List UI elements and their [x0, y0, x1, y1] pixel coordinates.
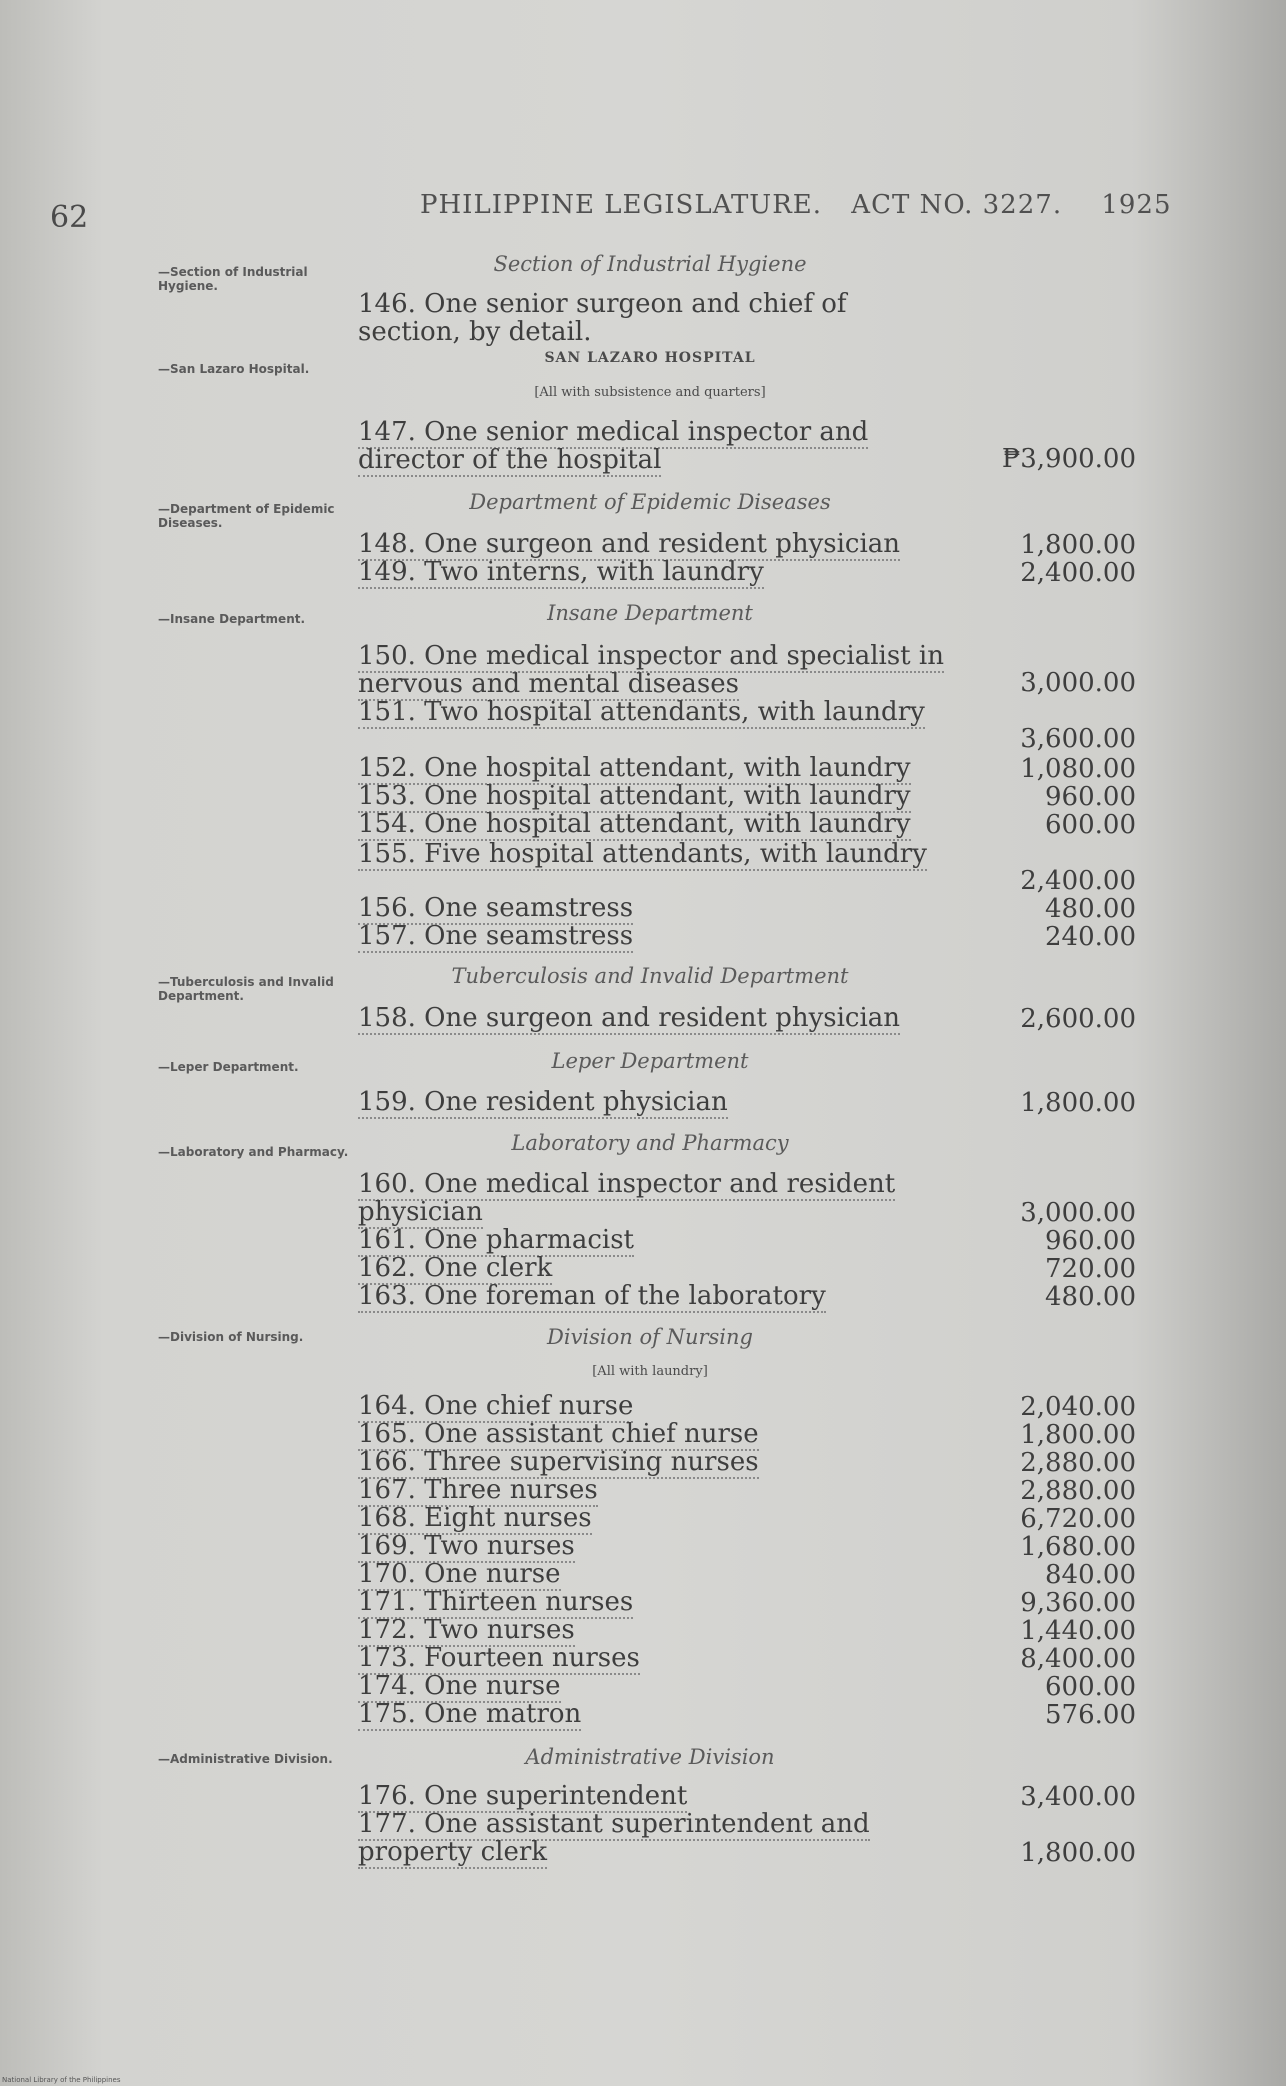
- item-text: 172. Two nurses: [358, 1615, 575, 1645]
- line-item: [358, 1700, 946, 1728]
- line-item: [358, 1476, 946, 1504]
- section-heading: Division of Nursing: [547, 1325, 753, 1349]
- line-item: [358, 698, 946, 726]
- line-item: [358, 1588, 946, 1616]
- item-amount: 9,360.00: [1020, 1588, 1136, 1618]
- item-text: 166. Three supervising nurses: [358, 1447, 759, 1477]
- line-item: [358, 1560, 946, 1588]
- line-item: [358, 1504, 946, 1532]
- line-item: [358, 1004, 946, 1032]
- item-amount: 2,400.00: [1020, 866, 1136, 896]
- item-text: 155. Five hospital attendants, with laundry: [358, 839, 927, 869]
- scan-footer: National Library of the Philippines: [2, 2076, 121, 2084]
- line-item: [358, 754, 946, 782]
- item-text: 168. Eight nurses: [358, 1503, 592, 1533]
- section-heading: Insane Department: [547, 601, 753, 625]
- item-amount: 2,040.00: [1020, 1392, 1136, 1422]
- item-text: 174. One nurse: [358, 1671, 561, 1701]
- line-item: [358, 1226, 946, 1254]
- item-amount: 2,880.00: [1020, 1448, 1136, 1478]
- line-item: [358, 642, 946, 698]
- item-text: 167. Three nurses: [358, 1475, 598, 1505]
- item-text: 154. One hospital attendant, with laundry: [358, 809, 911, 839]
- item-amount: 576.00: [1045, 1700, 1136, 1730]
- running-head: [420, 190, 1172, 220]
- item-text: 173. Fourteen nurses: [358, 1643, 640, 1673]
- item-text: 158. One surgeon and resident physician: [358, 1003, 901, 1033]
- margin-note: —Insane Department.: [158, 612, 306, 626]
- line-item: [358, 840, 946, 868]
- section-heading: Administrative Division: [525, 1745, 775, 1769]
- line-item: [358, 558, 946, 586]
- item-amount: 960.00: [1045, 782, 1136, 812]
- line-item: [358, 1254, 946, 1282]
- item-amount: 1,800.00: [1020, 530, 1136, 560]
- item-text: 160. One medical inspector and resident physician: [358, 1169, 896, 1227]
- item-text: 146. One senior surgeon and chief of section, by detail.: [358, 289, 847, 347]
- act-number: ACT NO. 3227.: [851, 190, 1063, 220]
- item-text: 163. One foreman of the laboratory: [358, 1281, 826, 1311]
- item-text: 165. One assistant chief nurse: [358, 1419, 759, 1449]
- item-text: 176. One superintendent: [358, 1781, 688, 1811]
- item-text: 150. One medical inspector and specialist in nervous and mental diseases: [358, 641, 944, 699]
- item-text: 153. One hospital attendant, with laundry: [358, 781, 911, 811]
- page-number: 62: [50, 200, 89, 235]
- item-text: 151. Two hospital attendants, with laundry: [358, 697, 925, 727]
- line-item: [358, 782, 946, 810]
- item-amount: 600.00: [1045, 810, 1136, 840]
- section-note: [All with subsistence and quarters]: [534, 385, 766, 400]
- line-item: [358, 1448, 946, 1476]
- line-item: [358, 1782, 946, 1810]
- item-amount: 600.00: [1045, 1672, 1136, 1702]
- item-text: 175. One matron: [358, 1699, 582, 1729]
- section-heading: Department of Epidemic Diseases: [469, 490, 831, 514]
- line-item: [358, 922, 946, 950]
- item-amount: ₱3,900.00: [1001, 444, 1136, 474]
- item-amount: 1,800.00: [1020, 1420, 1136, 1450]
- section-heading: SAN LAZARO HOSPITAL: [544, 350, 756, 366]
- line-item: [358, 1532, 946, 1560]
- margin-note: —Tuberculosis and Invalid Department.: [158, 975, 334, 1003]
- section-heading: Tuberculosis and Invalid Department: [451, 964, 849, 988]
- item-amount: 1,800.00: [1020, 1088, 1136, 1118]
- margin-note: —Laboratory and Pharmacy.: [158, 1145, 349, 1159]
- item-text: 170. One nurse: [358, 1559, 561, 1589]
- section-heading: Leper Department: [551, 1049, 749, 1073]
- item-amount: 2,880.00: [1020, 1476, 1136, 1506]
- item-text: 164. One chief nurse: [358, 1391, 634, 1421]
- line-item: [358, 810, 946, 838]
- line-item: [358, 1088, 946, 1116]
- line-item: [358, 418, 946, 474]
- item-text: 157. One seamstress: [358, 921, 634, 951]
- year: 1925: [1101, 190, 1172, 220]
- item-amount: 3,600.00: [1020, 724, 1136, 754]
- item-amount: 3,400.00: [1020, 1782, 1136, 1812]
- item-amount: 3,000.00: [1020, 668, 1136, 698]
- line-item: [358, 290, 946, 346]
- item-text: 156. One seamstress: [358, 893, 634, 923]
- line-item: [358, 1420, 946, 1448]
- item-amount: 960.00: [1045, 1226, 1136, 1256]
- item-text: 171. Thirteen nurses: [358, 1587, 634, 1617]
- line-item: [358, 1170, 946, 1226]
- item-amount: 720.00: [1045, 1254, 1136, 1284]
- line-item: [358, 1282, 946, 1310]
- legislature-title: PHILIPPINE LEGISLATURE.: [420, 190, 823, 220]
- item-amount: 1,680.00: [1020, 1532, 1136, 1562]
- item-text: 161. One pharmacist: [358, 1225, 635, 1255]
- line-item: [358, 1644, 946, 1672]
- item-amount: 1,800.00: [1020, 1838, 1136, 1868]
- line-item: [358, 1672, 946, 1700]
- item-text: 177. One assistant superintendent and property clerk: [358, 1809, 870, 1867]
- line-item: [358, 530, 946, 558]
- item-amount: 2,400.00: [1020, 558, 1136, 588]
- item-amount: 1,080.00: [1020, 754, 1136, 784]
- item-amount: 3,000.00: [1020, 1198, 1136, 1228]
- margin-note: —Administrative Division.: [158, 1752, 333, 1766]
- item-amount: 480.00: [1045, 1282, 1136, 1312]
- item-amount: 6,720.00: [1020, 1504, 1136, 1534]
- item-text: 149. Two interns, with laundry: [358, 557, 764, 587]
- line-item: [358, 1392, 946, 1420]
- section-heading: Laboratory and Pharmacy: [511, 1131, 789, 1155]
- item-text: 152. One hospital attendant, with laundry: [358, 753, 911, 783]
- margin-note: —Division of Nursing.: [158, 1330, 304, 1344]
- item-amount: 480.00: [1045, 894, 1136, 924]
- line-item: [358, 1616, 946, 1644]
- section-heading: Section of Industrial Hygiene: [493, 252, 807, 276]
- line-item: [358, 894, 946, 922]
- margin-note: —Department of Epidemic Diseases.: [158, 502, 335, 530]
- item-amount: 840.00: [1045, 1560, 1136, 1590]
- item-text: 159. One resident physician: [358, 1087, 728, 1117]
- margin-note: —Section of Industrial Hygiene.: [158, 265, 308, 293]
- margin-note: —San Lazaro Hospital.: [158, 362, 310, 376]
- item-amount: 8,400.00: [1020, 1644, 1136, 1674]
- item-text: 169. Two nurses: [358, 1531, 575, 1561]
- item-amount: 240.00: [1045, 922, 1136, 952]
- item-text: 162. One clerk: [358, 1253, 553, 1283]
- item-amount: 2,600.00: [1020, 1004, 1136, 1034]
- item-text: 147. One senior medical inspector and director of the hospital: [358, 417, 869, 475]
- section-note: [All with laundry]: [592, 1364, 708, 1379]
- line-item: [358, 1810, 946, 1866]
- item-text: 148. One surgeon and resident physician: [358, 529, 901, 559]
- margin-note: —Leper Department.: [158, 1060, 299, 1074]
- item-amount: 1,440.00: [1020, 1616, 1136, 1646]
